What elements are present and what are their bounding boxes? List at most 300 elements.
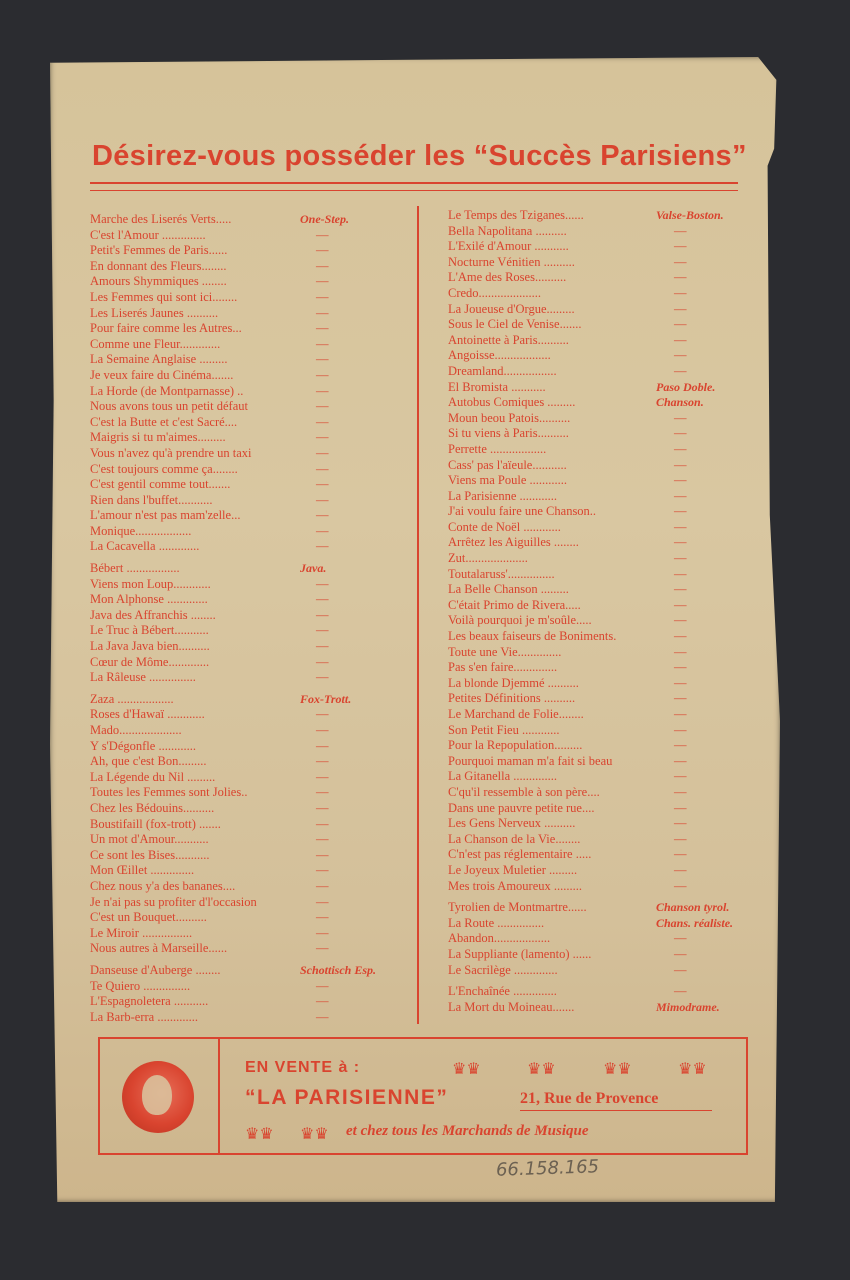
song-title: Arrêtez les Aiguilles ........ <box>448 535 579 550</box>
song-title: C'est l'Amour .............. <box>90 227 206 242</box>
song-title: Les Liserés Jaunes .......... <box>90 305 219 320</box>
dance-style: Chans. réaliste. <box>656 915 734 930</box>
ditto-dash: — <box>674 317 687 332</box>
ditto-dash: — <box>674 270 687 285</box>
song-title: J'ai voulu faire une Chanson.. <box>448 504 597 519</box>
song-title: Chez les Bédouins.......... <box>90 800 215 815</box>
dance-style: Paso Doble. <box>656 379 716 394</box>
ditto-dash: — <box>316 910 329 925</box>
song-title: Les Femmes qui sont ici........ <box>90 289 238 304</box>
ditto-dash: — <box>674 862 687 877</box>
song-title: La Horde (de Montparnasse) .. <box>90 383 244 398</box>
ditto-dash: — <box>316 863 329 878</box>
song-title: La Râleuse ............... <box>90 670 196 685</box>
song-title: Ce sont les Bises........... <box>90 847 210 862</box>
song-row <box>448 723 748 739</box>
song-title: Le Temps des Tziganes...... <box>448 208 584 222</box>
song-row <box>90 879 410 895</box>
song-row <box>90 430 410 446</box>
song-title: Pas s'en faire.............. <box>448 660 558 675</box>
song-row <box>90 817 410 833</box>
song-row <box>90 670 410 686</box>
song-title: Cass' pas l'aïeule........... <box>448 457 567 472</box>
song-title: Antoinette à Paris.......... <box>448 332 569 347</box>
crown-icon: ♛♛ <box>245 1126 274 1143</box>
song-title: L'Exilé d'Amour ........... <box>448 239 569 254</box>
song-title: Bébert ................. <box>90 561 180 576</box>
song-title: La Java Java bien.......... <box>90 639 210 654</box>
song-row <box>448 916 748 932</box>
song-row <box>448 660 748 676</box>
ditto-dash: — <box>316 274 329 289</box>
song-title: Le Joyeux Muletier ......... <box>448 862 578 877</box>
song-row <box>448 676 748 692</box>
song-row <box>448 426 748 442</box>
song-title: Y s'Dégonfle ............ <box>90 738 196 753</box>
ditto-dash: — <box>316 785 329 800</box>
song-row <box>448 785 748 801</box>
song-title: C'était Primo de Rivera..... <box>448 597 581 612</box>
ditto-dash: — <box>316 623 329 638</box>
ditto-dash: — <box>674 946 687 961</box>
song-row <box>448 489 748 505</box>
song-row <box>448 832 748 848</box>
song-row <box>448 1000 748 1016</box>
song-title: Viens mon Loup............ <box>90 576 211 591</box>
song-row <box>90 228 410 244</box>
ditto-dash: — <box>674 410 687 425</box>
song-row <box>448 395 748 411</box>
ditto-dash: — <box>316 305 329 320</box>
ditto-dash: — <box>674 816 687 831</box>
song-row <box>448 801 748 817</box>
song-row <box>448 302 748 318</box>
song-row <box>90 608 410 624</box>
song-row <box>448 816 748 832</box>
ditto-dash: — <box>674 931 687 946</box>
ditto-dash: — <box>674 441 687 456</box>
song-title: Le Miroir ................ <box>90 925 193 940</box>
song-title: La Légende du Nil ......... <box>90 769 216 784</box>
song-row <box>448 348 748 364</box>
crown-icon: ♛♛ <box>603 1061 632 1078</box>
song-row <box>90 754 410 770</box>
song-row <box>90 1010 410 1026</box>
song-title: Le Marchand de Folie........ <box>448 707 584 721</box>
song-title: Rien dans l'buffet........... <box>90 492 213 507</box>
song-row <box>448 255 748 271</box>
song-row <box>90 832 410 848</box>
song-row <box>90 994 410 1010</box>
song-row <box>90 415 410 431</box>
ditto-dash: — <box>316 769 329 784</box>
page-title: Désirez-vous posséder les “Succès Parisiens” <box>92 140 747 172</box>
ditto-dash: — <box>674 332 687 347</box>
ditto-dash: — <box>316 399 329 414</box>
ditto-dash: — <box>674 738 687 753</box>
song-row <box>448 691 748 707</box>
en-vente-label: EN VENTE à : <box>245 1059 361 1076</box>
ditto-dash: — <box>316 461 329 476</box>
ditto-dash: — <box>316 994 329 1009</box>
ditto-dash: — <box>316 243 329 258</box>
song-row <box>448 473 748 489</box>
song-title: La Mort du Moineau....... <box>448 999 575 1014</box>
ditto-dash: — <box>674 613 687 628</box>
song-row <box>90 524 410 540</box>
ditto-dash: — <box>316 523 329 538</box>
ditto-dash: — <box>316 321 329 336</box>
song-row <box>90 926 410 942</box>
song-row <box>448 458 748 474</box>
song-title: La Gitanella .............. <box>448 769 557 784</box>
song-row <box>90 259 410 275</box>
ditto-dash: — <box>674 301 687 316</box>
song-title: Abandon.................. <box>448 931 551 946</box>
ditto-dash: — <box>674 831 687 846</box>
ditto-dash: — <box>316 539 329 554</box>
song-row <box>448 224 748 240</box>
song-title: Nous avons tous un petit défaut <box>90 399 248 414</box>
song-row <box>448 863 748 879</box>
ditto-dash: — <box>316 654 329 669</box>
ditto-dash: — <box>316 639 329 654</box>
left-song-column <box>90 212 410 1025</box>
ditto-dash: — <box>316 738 329 753</box>
song-title: Danseuse d'Auberge ........ <box>90 962 221 977</box>
ditto-dash: — <box>316 477 329 492</box>
song-row <box>448 613 748 629</box>
song-row <box>90 623 410 639</box>
ditto-dash: — <box>674 629 687 644</box>
ditto-dash: — <box>674 473 687 488</box>
song-row <box>448 239 748 255</box>
song-row <box>90 290 410 306</box>
ditto-dash: — <box>674 769 687 784</box>
song-row <box>90 910 410 926</box>
ditto-dash: — <box>674 707 687 721</box>
ditto-dash: — <box>674 457 687 472</box>
address-underline <box>520 1110 712 1111</box>
song-title: Pour la Repopulation......... <box>448 738 583 753</box>
ditto-dash: — <box>674 962 687 977</box>
song-row <box>448 208 748 224</box>
song-row <box>448 551 748 567</box>
song-row <box>448 900 748 916</box>
song-row <box>90 707 410 723</box>
song-title: Mon Alphonse ............. <box>90 592 208 607</box>
title-rule-top <box>90 182 738 184</box>
song-row <box>90 963 410 979</box>
song-title: La Cacavella ............. <box>90 539 200 554</box>
song-title: La Barb-erra ............. <box>90 1009 198 1024</box>
song-title: Je n'ai pas su profiter d'l'occasion <box>90 894 257 909</box>
title-rule-bottom <box>90 190 738 191</box>
song-title: Toute une Vie.............. <box>448 644 562 659</box>
song-row <box>90 577 410 593</box>
song-row <box>448 520 748 536</box>
song-row <box>448 535 748 551</box>
ditto-dash: — <box>674 660 687 675</box>
song-row <box>90 639 410 655</box>
ditto-dash: — <box>674 722 687 737</box>
ditto-dash: — <box>316 508 329 523</box>
sales-box-divider <box>218 1039 220 1153</box>
ditto-dash: — <box>316 258 329 273</box>
ditto-dash: — <box>674 254 687 269</box>
song-row <box>90 337 410 353</box>
dance-style: Chanson. <box>656 395 704 410</box>
song-title: Maigris si tu m'aimes......... <box>90 430 226 445</box>
song-title: Si tu viens à Paris.......... <box>448 426 569 441</box>
ditto-dash: — <box>316 832 329 847</box>
ditto-dash: — <box>316 607 329 622</box>
right-song-column <box>448 208 748 1015</box>
ditto-dash: — <box>316 707 329 722</box>
ditto-dash: — <box>674 984 687 999</box>
song-row <box>90 352 410 368</box>
song-row <box>90 692 410 708</box>
song-title: La Route ............... <box>448 915 545 930</box>
ditto-dash: — <box>316 367 329 382</box>
song-title: Credo.................... <box>448 285 542 300</box>
song-row <box>448 333 748 349</box>
song-title: Le Sacrilège .............. <box>448 962 558 977</box>
song-row <box>90 539 410 555</box>
song-row <box>448 984 748 1000</box>
song-row <box>448 286 748 302</box>
song-row <box>90 561 410 577</box>
song-row <box>90 979 410 995</box>
song-title: Moun beou Patois.......... <box>448 410 571 425</box>
song-row <box>448 738 748 754</box>
ditto-dash: — <box>316 592 329 607</box>
ditto-dash: — <box>674 582 687 597</box>
song-row <box>90 399 410 415</box>
ditto-dash: — <box>316 894 329 909</box>
ditto-dash: — <box>674 691 687 706</box>
song-row <box>448 645 748 661</box>
song-row <box>448 504 748 520</box>
dance-style: Schottisch Esp. <box>300 962 377 977</box>
ditto-dash: — <box>674 784 687 799</box>
song-row <box>448 629 748 645</box>
song-title: Comme une Fleur............. <box>90 336 221 351</box>
song-title: Boustifaill (fox-trott) ....... <box>90 816 221 831</box>
ditto-dash: — <box>674 800 687 815</box>
shop-address: 21, Rue de Provence <box>520 1090 659 1107</box>
ditto-dash: — <box>316 352 329 367</box>
song-title: Petites Définitions .......... <box>448 691 576 706</box>
song-title: C'est la Butte et c'est Sacré.... <box>90 414 238 429</box>
song-title: Dans une pauvre petite rue.... <box>448 800 595 815</box>
dance-style: One-Step. <box>300 212 349 226</box>
song-title: Roses d'Hawaï ............ <box>90 707 205 722</box>
song-row <box>90 785 410 801</box>
song-title: Ah, que c'est Bon......... <box>90 754 207 769</box>
song-row <box>90 462 410 478</box>
song-row <box>90 655 410 671</box>
song-title: Zaza .................. <box>90 691 174 706</box>
ditto-dash: — <box>316 227 329 242</box>
ditto-dash: — <box>316 445 329 460</box>
song-row <box>90 368 410 384</box>
song-row <box>90 508 410 524</box>
ditto-dash: — <box>674 566 687 581</box>
ditto-dash: — <box>316 414 329 429</box>
ditto-dash: — <box>674 239 687 254</box>
song-title: C'est un Bouquet.......... <box>90 910 207 925</box>
song-title: La Joueuse d'Orgue......... <box>448 301 575 316</box>
ditto-dash: — <box>674 519 687 534</box>
song-title: Son Petit Fieu ............ <box>448 722 560 737</box>
song-title: Dreamland................. <box>448 363 557 378</box>
song-title: L'Ame des Roses.......... <box>448 270 567 285</box>
ditto-dash: — <box>674 753 687 768</box>
dance-style: Mimodrame. <box>656 999 720 1014</box>
song-title: L'Espagnoletera ........... <box>90 994 209 1009</box>
ditto-dash: — <box>674 488 687 503</box>
ditto-dash: — <box>316 878 329 893</box>
song-title: Mado.................... <box>90 723 182 737</box>
song-row <box>90 212 410 228</box>
song-row <box>90 592 410 608</box>
song-row <box>90 770 410 786</box>
ditto-dash: — <box>674 348 687 363</box>
song-title: Zut.................... <box>448 551 528 566</box>
ditto-dash: — <box>316 336 329 351</box>
song-row <box>90 848 410 864</box>
song-title: Le Truc à Bébert........... <box>90 623 209 638</box>
ditto-dash: — <box>674 644 687 659</box>
song-title: Perrette .................. <box>448 441 547 456</box>
logo-face <box>142 1075 172 1115</box>
inventory-number: 66.158.165 <box>495 1156 600 1181</box>
song-title: C'qu'il ressemble à son père.... <box>448 784 600 799</box>
song-title: Toutalaruss'............... <box>448 566 555 581</box>
song-title: La Semaine Anglaise ......... <box>90 352 228 367</box>
song-row <box>448 380 748 396</box>
song-row <box>90 243 410 259</box>
song-title: Cœur de Môme............. <box>90 654 210 669</box>
song-title: Autobus Comiques ......... <box>448 395 576 410</box>
ditto-dash: — <box>316 576 329 591</box>
song-row <box>90 321 410 337</box>
ditto-dash: — <box>316 816 329 831</box>
song-title: Voilà pourquoi je m'soûle..... <box>448 613 592 628</box>
song-title: La Parisienne ............ <box>448 488 558 503</box>
dance-style: Fox-Trott. <box>300 691 352 706</box>
song-title: Les beaux faiseurs de Boniments. <box>448 629 617 644</box>
song-row <box>90 477 410 493</box>
song-title: Amours Shymmiques ........ <box>90 274 227 289</box>
ditto-dash: — <box>674 675 687 690</box>
song-row <box>448 947 748 963</box>
song-title: Pour faire comme les Autres... <box>90 321 242 336</box>
sales-box <box>98 1037 748 1155</box>
song-row <box>448 931 748 947</box>
ditto-dash: — <box>674 363 687 378</box>
song-row <box>448 364 748 380</box>
song-title: Tyrolien de Montmartre...... <box>448 900 587 915</box>
song-title: Conte de Noël ............ <box>448 519 561 534</box>
song-title: Viens ma Poule ............ <box>448 473 568 488</box>
song-title: En donnant des Fleurs........ <box>90 258 227 273</box>
column-divider <box>417 206 419 1024</box>
song-row <box>448 754 748 770</box>
song-row <box>448 317 748 333</box>
song-title: Nocturne Vénitien .......... <box>448 254 575 269</box>
song-title: La Belle Chanson ......... <box>448 582 569 597</box>
song-row <box>90 801 410 817</box>
ditto-dash: — <box>316 492 329 507</box>
song-title: Bella Napolitana .......... <box>448 223 567 238</box>
song-row <box>90 941 410 957</box>
crown-icon: ♛♛ <box>527 1061 556 1078</box>
song-row <box>448 270 748 286</box>
dance-style: Valse-Boston. <box>656 208 724 222</box>
song-row <box>90 306 410 322</box>
ditto-dash: — <box>316 1009 329 1024</box>
song-title: Mon Œillet .............. <box>90 863 195 878</box>
song-row <box>90 723 410 739</box>
song-row <box>90 274 410 290</box>
song-title: Les Gens Nerveux .......... <box>448 816 576 831</box>
ditto-dash: — <box>316 670 329 685</box>
song-title: Nous autres à Marseille...... <box>90 941 228 956</box>
shop-name: “LA PARISIENNE” <box>245 1086 449 1109</box>
ditto-dash: — <box>674 504 687 519</box>
ditto-dash: — <box>674 551 687 566</box>
song-title: L'Enchaînée .............. <box>448 984 557 999</box>
crown-icon: ♛♛ <box>300 1126 329 1143</box>
song-title: L'amour n'est pas mam'zelle... <box>90 508 241 523</box>
song-row <box>448 769 748 785</box>
ditto-dash: — <box>674 426 687 441</box>
song-title: Mes trois Amoureux ......... <box>448 878 583 893</box>
song-title: Vous n'avez qu'à prendre un taxi <box>90 445 252 460</box>
ditto-dash: — <box>674 285 687 300</box>
ditto-dash: — <box>316 723 329 737</box>
ditto-dash: — <box>316 941 329 956</box>
song-row <box>90 446 410 462</box>
ditto-dash: — <box>316 289 329 304</box>
song-row <box>90 863 410 879</box>
song-title: El Bromista ........... <box>448 379 546 394</box>
song-title: Java des Affranchis ........ <box>90 607 216 622</box>
song-title: Je veux faire du Cinéma....... <box>90 367 234 382</box>
song-title: Pourquoi maman m'a fait si beau <box>448 753 613 768</box>
ditto-dash: — <box>316 978 329 993</box>
song-title: La blonde Djemmé .......... <box>448 675 579 690</box>
dance-style: Java. <box>300 561 327 576</box>
song-title: Toutes les Femmes sont Jolies.. <box>90 785 248 800</box>
song-row <box>448 879 748 895</box>
other-dealers-text: et chez tous les Marchands de Musique <box>346 1123 589 1139</box>
ditto-dash: — <box>674 878 687 893</box>
ditto-dash: — <box>316 754 329 769</box>
ditto-dash: — <box>674 535 687 550</box>
song-title: Un mot d'Amour........... <box>90 832 209 847</box>
song-row <box>90 384 410 400</box>
song-row <box>90 895 410 911</box>
song-title: C'est gentil comme tout....... <box>90 477 231 492</box>
song-title: C'n'est pas réglementaire ..... <box>448 847 592 862</box>
song-row <box>448 707 748 723</box>
song-title: Monique.................. <box>90 523 192 538</box>
song-row <box>448 411 748 427</box>
song-row <box>448 442 748 458</box>
